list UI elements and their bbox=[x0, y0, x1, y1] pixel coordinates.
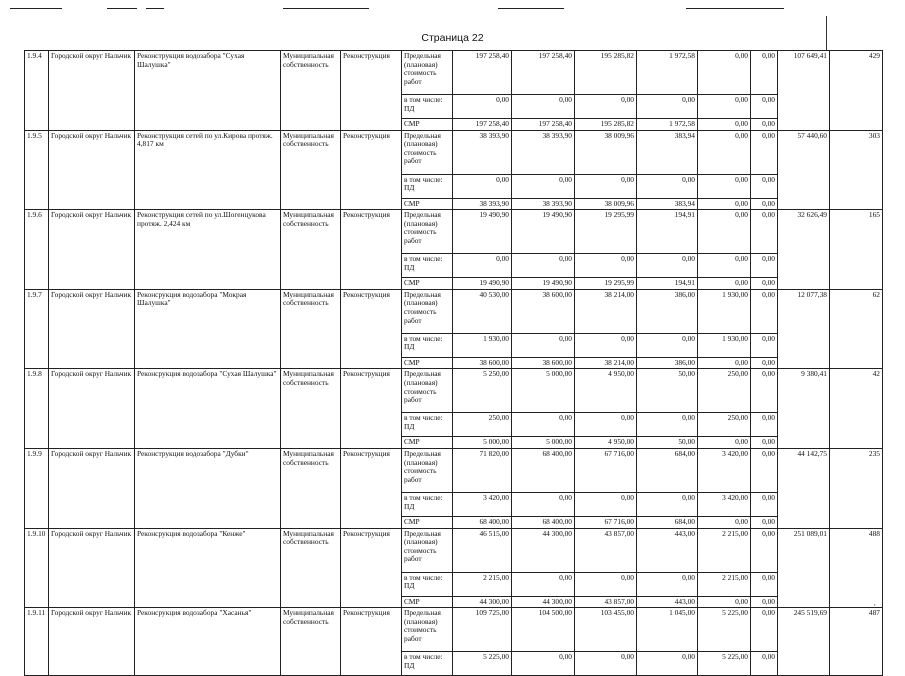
pd-label: в том числе: ПД bbox=[402, 95, 453, 119]
pd-value: 0,00 bbox=[751, 413, 778, 437]
cost-value: 5 000,00 bbox=[512, 369, 575, 413]
pd-value: 0,00 bbox=[512, 95, 575, 119]
quantity-value: 303 bbox=[830, 130, 883, 210]
pd-value: 0,00 bbox=[751, 254, 778, 278]
smr-value: 197 258,40 bbox=[512, 119, 575, 131]
municipality: Городской округ Нальчик bbox=[49, 528, 135, 608]
pd-value: 0,00 bbox=[453, 95, 512, 119]
item-number: 1.9.9 bbox=[25, 448, 49, 528]
ownership: Муниципальная собственность bbox=[281, 448, 341, 528]
cost-value: 0,00 bbox=[698, 51, 751, 95]
pd-value: 0,00 bbox=[637, 333, 698, 357]
header-rule bbox=[10, 8, 62, 9]
smr-value: 38 600,00 bbox=[453, 357, 512, 369]
pd-value: 0,00 bbox=[512, 333, 575, 357]
pd-value: 5 225,00 bbox=[698, 652, 751, 676]
municipality: Городской округ Нальчик bbox=[49, 289, 135, 369]
pd-value: 0,00 bbox=[698, 174, 751, 198]
pd-value: 0,00 bbox=[575, 652, 637, 676]
municipality: Городской округ Нальчик bbox=[49, 210, 135, 290]
cost-value: 43 857,00 bbox=[575, 528, 637, 572]
pd-value: 0,00 bbox=[698, 95, 751, 119]
pd-value: 0,00 bbox=[637, 492, 698, 516]
smr-value: 19 490,90 bbox=[512, 278, 575, 290]
smr-label: СМР bbox=[402, 278, 453, 290]
table-row bbox=[25, 210, 883, 254]
item-number: 1.9.4 bbox=[25, 51, 49, 131]
cost-value: 19 490,90 bbox=[453, 210, 512, 254]
header-rule bbox=[283, 8, 369, 9]
cost-value: 104 500,00 bbox=[512, 608, 575, 652]
pd-value: 2 215,00 bbox=[453, 572, 512, 596]
pd-value: 0,00 bbox=[637, 652, 698, 676]
ownership: Муниципальная собственность bbox=[281, 289, 341, 369]
smr-value: 19 295,99 bbox=[575, 278, 637, 290]
object-name: Реконструкция сетей по ул.Кирова протяж. 4,817 км bbox=[135, 130, 281, 210]
smr-value: 38 393,90 bbox=[453, 198, 512, 210]
pd-value: 0,00 bbox=[751, 333, 778, 357]
pd-value: 0,00 bbox=[637, 413, 698, 437]
pd-value: 250,00 bbox=[453, 413, 512, 437]
pd-value: 0,00 bbox=[512, 174, 575, 198]
work-type: Реконструкция bbox=[341, 130, 402, 210]
table-row bbox=[25, 130, 883, 174]
cost-value: 38 600,00 bbox=[512, 289, 575, 333]
total-value: 9 380,41 bbox=[778, 369, 830, 449]
header-rule bbox=[686, 8, 784, 9]
smr-value: 0,00 bbox=[698, 516, 751, 528]
smr-label: СМР bbox=[402, 198, 453, 210]
total-value: 12 077,38 bbox=[778, 289, 830, 369]
object-name: Реконструкция водозабора "Сухая Шалушка" bbox=[135, 51, 281, 131]
smr-value: 44 300,00 bbox=[453, 596, 512, 608]
pd-value: 3 420,00 bbox=[453, 492, 512, 516]
smr-value: 383,94 bbox=[637, 198, 698, 210]
cost-value: 0,00 bbox=[751, 608, 778, 652]
pd-value: 0,00 bbox=[751, 174, 778, 198]
cost-value: 1 930,00 bbox=[698, 289, 751, 333]
smr-value: 0,00 bbox=[698, 278, 751, 290]
cost-label: Предельная (плановая) стоимость работ bbox=[402, 289, 453, 333]
smr-value: 0,00 bbox=[698, 596, 751, 608]
item-number: 1.9.6 bbox=[25, 210, 49, 290]
cost-label: Предельная (плановая) стоимость работ bbox=[402, 608, 453, 652]
smr-value: 0,00 bbox=[751, 119, 778, 131]
smr-label: СМР bbox=[402, 516, 453, 528]
ownership: Муниципальная собственность bbox=[281, 369, 341, 449]
pd-label: в том числе: ПД bbox=[402, 254, 453, 278]
pd-value: 0,00 bbox=[575, 492, 637, 516]
smr-value: 43 857,00 bbox=[575, 596, 637, 608]
page-title: Страница 22 bbox=[421, 32, 484, 44]
smr-value: 38 214,00 bbox=[575, 357, 637, 369]
smr-value: 0,00 bbox=[698, 119, 751, 131]
pd-value: 2 215,00 bbox=[698, 572, 751, 596]
pd-value: 0,00 bbox=[637, 95, 698, 119]
smr-value: 0,00 bbox=[751, 437, 778, 449]
table-row bbox=[25, 51, 883, 95]
smr-value: 1 972,58 bbox=[637, 119, 698, 131]
cost-value: 684,00 bbox=[637, 448, 698, 492]
smr-value: 0,00 bbox=[751, 357, 778, 369]
cost-value: 194,91 bbox=[637, 210, 698, 254]
cost-value: 38 393,90 bbox=[512, 130, 575, 174]
pd-value: 250,00 bbox=[698, 413, 751, 437]
cost-value: 44 300,00 bbox=[512, 528, 575, 572]
cost-value: 19 490,90 bbox=[512, 210, 575, 254]
smr-value: 50,00 bbox=[637, 437, 698, 449]
cost-label: Предельная (плановая) стоимость работ bbox=[402, 51, 453, 95]
cost-value: 443,00 bbox=[637, 528, 698, 572]
smr-label: СМР bbox=[402, 596, 453, 608]
cost-value: 0,00 bbox=[751, 51, 778, 95]
total-value: 32 626,49 bbox=[778, 210, 830, 290]
municipality: Городской округ Нальчик bbox=[49, 130, 135, 210]
margin-line bbox=[826, 16, 827, 50]
smr-value: 386,00 bbox=[637, 357, 698, 369]
table-row bbox=[25, 608, 883, 652]
work-type: Реконструкция bbox=[341, 51, 402, 131]
pd-label: в том числе: ПД bbox=[402, 652, 453, 676]
item-number: 1.9.7 bbox=[25, 289, 49, 369]
stamp-marks: · · bbox=[828, 600, 897, 610]
quantity-value: 488 bbox=[830, 528, 883, 608]
pd-value: 0,00 bbox=[751, 572, 778, 596]
smr-value: 19 490,90 bbox=[453, 278, 512, 290]
smr-value: 0,00 bbox=[751, 516, 778, 528]
work-type: Реконструкция bbox=[341, 210, 402, 290]
cost-value: 68 400,00 bbox=[512, 448, 575, 492]
smr-value: 0,00 bbox=[751, 278, 778, 290]
cost-value: 38 214,00 bbox=[575, 289, 637, 333]
pd-label: в том числе: ПД bbox=[402, 333, 453, 357]
pd-value: 0,00 bbox=[453, 254, 512, 278]
cost-value: 0,00 bbox=[751, 130, 778, 174]
smr-value: 4 950,00 bbox=[575, 437, 637, 449]
cost-value: 0,00 bbox=[751, 448, 778, 492]
cost-value: 195 285,82 bbox=[575, 51, 637, 95]
municipality: Городской округ Нальчик bbox=[49, 608, 135, 676]
pd-value: 0,00 bbox=[698, 254, 751, 278]
pd-value: 0,00 bbox=[575, 95, 637, 119]
pd-value: 0,00 bbox=[575, 333, 637, 357]
pd-value: 0,00 bbox=[512, 492, 575, 516]
smr-label: СМР bbox=[402, 357, 453, 369]
cost-value: 67 716,00 bbox=[575, 448, 637, 492]
work-type: Реконструкция bbox=[341, 608, 402, 676]
cost-value: 3 420,00 bbox=[698, 448, 751, 492]
smr-value: 684,00 bbox=[637, 516, 698, 528]
cost-value: 383,94 bbox=[637, 130, 698, 174]
smr-value: 0,00 bbox=[698, 198, 751, 210]
item-number: 1.9.5 bbox=[25, 130, 49, 210]
pd-value: 3 420,00 bbox=[698, 492, 751, 516]
pd-value: 0,00 bbox=[575, 174, 637, 198]
item-number: 1.9.10 bbox=[25, 528, 49, 608]
cost-value: 40 530,00 bbox=[453, 289, 512, 333]
smr-value: 68 400,00 bbox=[453, 516, 512, 528]
cost-value: 0,00 bbox=[751, 289, 778, 333]
cost-value: 197 258,40 bbox=[453, 51, 512, 95]
cost-value: 19 295,99 bbox=[575, 210, 637, 254]
ownership: Муниципальная собственность bbox=[281, 130, 341, 210]
cost-value: 38 009,96 bbox=[575, 130, 637, 174]
pd-value: 0,00 bbox=[575, 572, 637, 596]
cost-label: Предельная (плановая) стоимость работ bbox=[402, 448, 453, 492]
smr-label: СМР bbox=[402, 437, 453, 449]
pd-label: в том числе: ПД bbox=[402, 492, 453, 516]
cost-value: 109 725,00 bbox=[453, 608, 512, 652]
smr-value: 67 716,00 bbox=[575, 516, 637, 528]
cost-value: 0,00 bbox=[698, 210, 751, 254]
pd-value: 0,00 bbox=[751, 652, 778, 676]
header-rule bbox=[498, 8, 564, 9]
item-number: 1.9.11 bbox=[25, 608, 49, 676]
cost-value: 4 950,00 bbox=[575, 369, 637, 413]
cost-value: 1 972,58 bbox=[637, 51, 698, 95]
work-type: Реконструкция bbox=[341, 448, 402, 528]
cost-value: 0,00 bbox=[751, 210, 778, 254]
pd-value: 1 930,00 bbox=[698, 333, 751, 357]
smr-value: 194,91 bbox=[637, 278, 698, 290]
total-value: 44 142,75 bbox=[778, 448, 830, 528]
ownership: Муниципальная собственность bbox=[281, 51, 341, 131]
object-name: Реконсрукция водозабора "Хасанья" bbox=[135, 608, 281, 676]
ownership: Муниципальная собственность bbox=[281, 608, 341, 676]
work-type: Реконструкция bbox=[341, 289, 402, 369]
total-value: 251 089,01 bbox=[778, 528, 830, 608]
quantity-value: 42 bbox=[830, 369, 883, 449]
pd-value: 0,00 bbox=[512, 572, 575, 596]
total-value: 57 440,60 bbox=[778, 130, 830, 210]
table-row bbox=[25, 369, 883, 413]
smr-label: СМР bbox=[402, 119, 453, 131]
smr-value: 5 000,00 bbox=[512, 437, 575, 449]
table-row bbox=[25, 528, 883, 572]
item-number: 1.9.8 bbox=[25, 369, 49, 449]
pd-value: 0,00 bbox=[512, 413, 575, 437]
pd-value: 0,00 bbox=[512, 254, 575, 278]
pd-label: в том числе: ПД bbox=[402, 572, 453, 596]
registry-table bbox=[24, 50, 883, 676]
smr-value: 5 000,00 bbox=[453, 437, 512, 449]
cost-value: 5 225,00 bbox=[698, 608, 751, 652]
pd-value: 5 225,00 bbox=[453, 652, 512, 676]
header-rule bbox=[146, 8, 164, 9]
work-type: Реконструкция bbox=[341, 369, 402, 449]
cost-label: Предельная (плановая) стоимость работ bbox=[402, 210, 453, 254]
table-row bbox=[25, 289, 883, 333]
cost-value: 38 393,90 bbox=[453, 130, 512, 174]
cost-value: 0,00 bbox=[751, 369, 778, 413]
quantity-value: 165 bbox=[830, 210, 883, 290]
object-name: Реконструкция водозабора "Дубки" bbox=[135, 448, 281, 528]
cost-value: 2 215,00 bbox=[698, 528, 751, 572]
object-name: Реконсрукция водозабора "Кенже" bbox=[135, 528, 281, 608]
cost-value: 46 515,00 bbox=[453, 528, 512, 572]
cost-value: 250,00 bbox=[698, 369, 751, 413]
total-value: 245 519,69 bbox=[778, 608, 830, 676]
smr-value: 195 285,82 bbox=[575, 119, 637, 131]
cost-value: 197 258,40 bbox=[512, 51, 575, 95]
smr-value: 38 600,00 bbox=[512, 357, 575, 369]
object-name: Реконструкция сетей по ул.Шогенцукова протяж. 2,424 км bbox=[135, 210, 281, 290]
pd-value: 0,00 bbox=[575, 254, 637, 278]
smr-value: 68 400,00 bbox=[512, 516, 575, 528]
cost-label: Предельная (плановая) стоимость работ bbox=[402, 130, 453, 174]
pd-value: 0,00 bbox=[751, 95, 778, 119]
ownership: Муниципальная собственность bbox=[281, 210, 341, 290]
object-name: Реконсрукция водозабора "Мокрая Шалушка" bbox=[135, 289, 281, 369]
smr-value: 0,00 bbox=[751, 596, 778, 608]
cost-value: 386,00 bbox=[637, 289, 698, 333]
header-rule bbox=[107, 8, 137, 9]
total-value: 107 649,41 bbox=[778, 51, 830, 131]
pd-label: в том числе: ПД bbox=[402, 413, 453, 437]
cost-value: 5 250,00 bbox=[453, 369, 512, 413]
object-name: Реконсрукция водозабора "Сухая Шалушка" bbox=[135, 369, 281, 449]
pd-value: 0,00 bbox=[512, 652, 575, 676]
cost-value: 0,00 bbox=[751, 528, 778, 572]
smr-value: 197 258,40 bbox=[453, 119, 512, 131]
cost-value: 71 820,00 bbox=[453, 448, 512, 492]
municipality: Городской округ Нальчик bbox=[49, 51, 135, 131]
cost-value: 1 045,00 bbox=[637, 608, 698, 652]
quantity-value: 487 bbox=[830, 608, 883, 676]
quantity-value: 62 bbox=[830, 289, 883, 369]
pd-value: 0,00 bbox=[751, 492, 778, 516]
cost-label: Предельная (плановая) стоимость работ bbox=[402, 528, 453, 572]
pd-value: 0,00 bbox=[575, 413, 637, 437]
smr-value: 44 300,00 bbox=[512, 596, 575, 608]
cost-value: 0,00 bbox=[698, 130, 751, 174]
pd-value: 1 930,00 bbox=[453, 333, 512, 357]
smr-value: 443,00 bbox=[637, 596, 698, 608]
ownership: Муниципальная собственность bbox=[281, 528, 341, 608]
quantity-value: 235 bbox=[830, 448, 883, 528]
cost-value: 50,00 bbox=[637, 369, 698, 413]
table-row bbox=[25, 448, 883, 492]
pd-value: 0,00 bbox=[637, 174, 698, 198]
smr-value: 38 009,96 bbox=[575, 198, 637, 210]
cost-label: Предельная (плановая) стоимость работ bbox=[402, 369, 453, 413]
smr-value: 38 393,90 bbox=[512, 198, 575, 210]
cost-value: 103 455,00 bbox=[575, 608, 637, 652]
municipality: Городской округ Нальчик bbox=[49, 448, 135, 528]
municipality: Городской округ Нальчик bbox=[49, 369, 135, 449]
quantity-value: 429 bbox=[830, 51, 883, 131]
pd-label: в том числе: ПД bbox=[402, 174, 453, 198]
work-type: Реконструкция bbox=[341, 528, 402, 608]
smr-value: 0,00 bbox=[751, 198, 778, 210]
pd-value: 0,00 bbox=[637, 254, 698, 278]
pd-value: 0,00 bbox=[453, 174, 512, 198]
pd-value: 0,00 bbox=[637, 572, 698, 596]
smr-value: 0,00 bbox=[698, 357, 751, 369]
smr-value: 0,00 bbox=[698, 437, 751, 449]
